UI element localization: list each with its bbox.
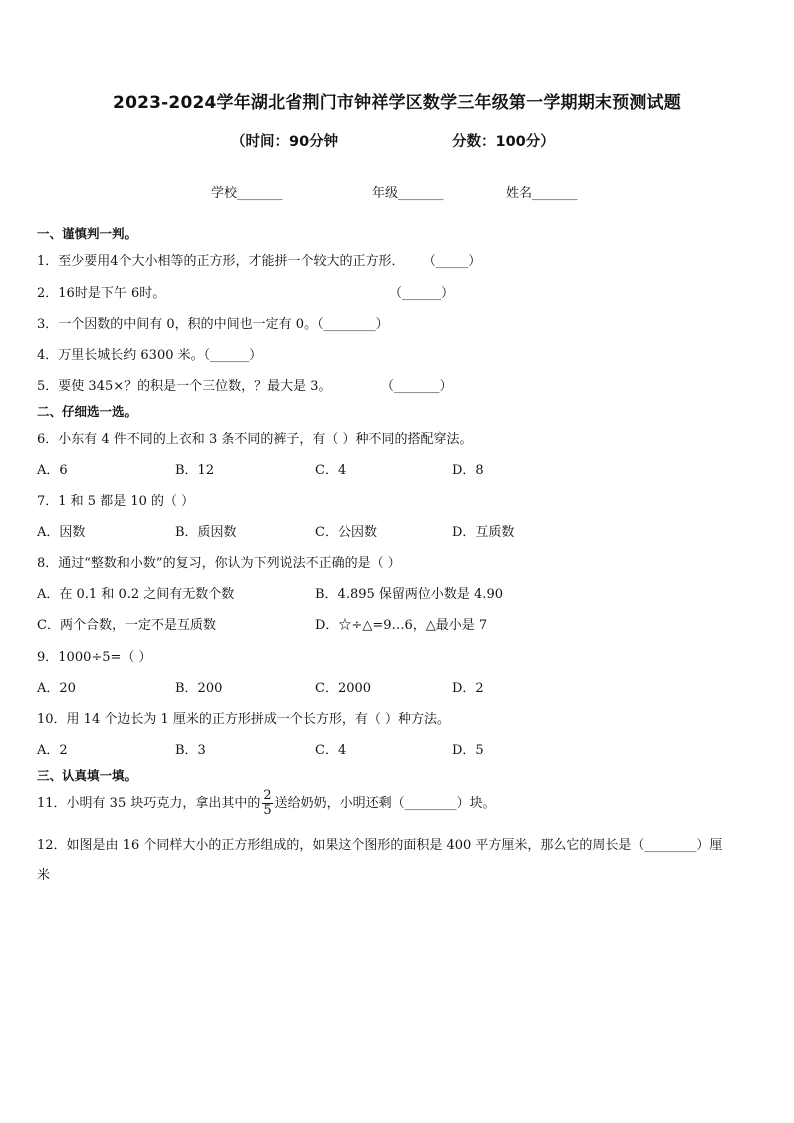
q7-option-b[interactable]: B．质因数 xyxy=(175,525,237,540)
fraction-numerator: 2 xyxy=(263,788,272,803)
q9-option-a[interactable]: A．20 xyxy=(37,681,76,696)
q7-option-d[interactable]: D．互质数 xyxy=(452,525,515,540)
question-6: 6．小东有 4 件不同的上衣和 3 条不同的裤子，有（ ）种不同的搭配穿法。 xyxy=(37,432,473,447)
q9-option-d[interactable]: D．2 xyxy=(452,681,484,696)
question-1-blank[interactable]: （_____） xyxy=(422,254,482,269)
fraction xyxy=(262,789,272,818)
q8-option-d[interactable]: D．☆÷△=9…6，△最小是 7 xyxy=(315,618,488,633)
question-5-blank[interactable]: （_______） xyxy=(381,379,453,394)
q8-option-c[interactable]: C．两个合数，一定不是互质数 xyxy=(37,618,216,633)
q6-option-b[interactable]: B．12 xyxy=(175,463,215,478)
q10-option-b[interactable]: B．3 xyxy=(175,743,206,758)
q10-option-a[interactable]: A．2 xyxy=(37,743,68,758)
q8-option-b[interactable]: B．4.895 保留两位小数是 4.90 xyxy=(315,587,503,602)
q6-option-c[interactable]: C．4 xyxy=(315,463,347,478)
question-9: 9．1000÷5=（ ） xyxy=(37,650,152,665)
question-11-prefix: 11．小明有 35 块巧克力，拿出其中的 xyxy=(37,796,261,811)
exam-time: （时间：90分钟 xyxy=(231,134,339,150)
question-1-text: 1．至少要用4个大小相等的正方形，才能拼一个较大的正方形． xyxy=(37,254,405,269)
page-title: 2023-2024学年湖北省荆门市钟祥学区数学三年级第一学期期末预测试题 xyxy=(113,93,681,113)
q9-option-c[interactable]: C．2000 xyxy=(315,681,372,696)
name-field[interactable]: 姓名_______ xyxy=(506,186,578,201)
school-field[interactable]: 学校_______ xyxy=(211,186,283,201)
question-11-suffix: 送给奶奶，小明还剩（________）块。 xyxy=(274,796,496,811)
q7-option-a[interactable]: A．因数 xyxy=(37,525,86,540)
section-heading-1: 一、谨慎判一判。 xyxy=(37,226,138,241)
question-10: 10．用 14 个边长为 1 厘米的正方形拼成一个长方形，有（ ）种方法。 xyxy=(37,712,451,727)
question-3: 3．一个因数的中间有 0，积的中间也一定有 0。（________） xyxy=(37,317,389,332)
question-4: 4．万里长城长约 6300 米。（______） xyxy=(37,348,263,363)
question-12-wrap: 米 xyxy=(37,868,51,883)
question-5-text: 5．要使 345×？的积是一个三位数，？最大是 3。 xyxy=(37,379,332,394)
section-heading-3: 三、认真填一填。 xyxy=(37,768,138,783)
exam-score: 分数：100分） xyxy=(452,134,555,150)
question-8: 8．通过“整数和小数”的复习，你认为下列说法不正确的是（ ） xyxy=(37,556,401,571)
question-2-text: 2．16时是下午 6时。 xyxy=(37,286,166,301)
q9-option-b[interactable]: B．200 xyxy=(175,681,223,696)
q10-option-c[interactable]: C．4 xyxy=(315,743,347,758)
question-11 xyxy=(37,789,496,818)
question-1 xyxy=(37,250,481,269)
q10-option-d[interactable]: D．5 xyxy=(452,743,484,758)
question-2-blank[interactable]: （______） xyxy=(389,286,455,301)
question-7: 7．1 和 5 都是 10 的（ ） xyxy=(37,494,195,509)
question-12: 12．如图是由 16 个同样大小的正方形组成的，如果这个图形的面积是 400 平方厘米，那么它的周长是（________）厘 xyxy=(37,838,723,853)
q6-option-a[interactable]: A．6 xyxy=(37,463,68,478)
question-5 xyxy=(37,375,453,394)
fraction-denominator: 5 xyxy=(263,803,272,818)
question-2 xyxy=(37,282,455,301)
q6-option-d[interactable]: D．8 xyxy=(452,463,484,478)
q7-option-c[interactable]: C．公因数 xyxy=(315,525,377,540)
section-heading-2: 二、仔细选一选。 xyxy=(37,404,138,419)
q8-option-a[interactable]: A．在 0.1 和 0.2 之间有无数个数 xyxy=(37,587,235,602)
grade-field[interactable]: 年级_______ xyxy=(372,186,444,201)
